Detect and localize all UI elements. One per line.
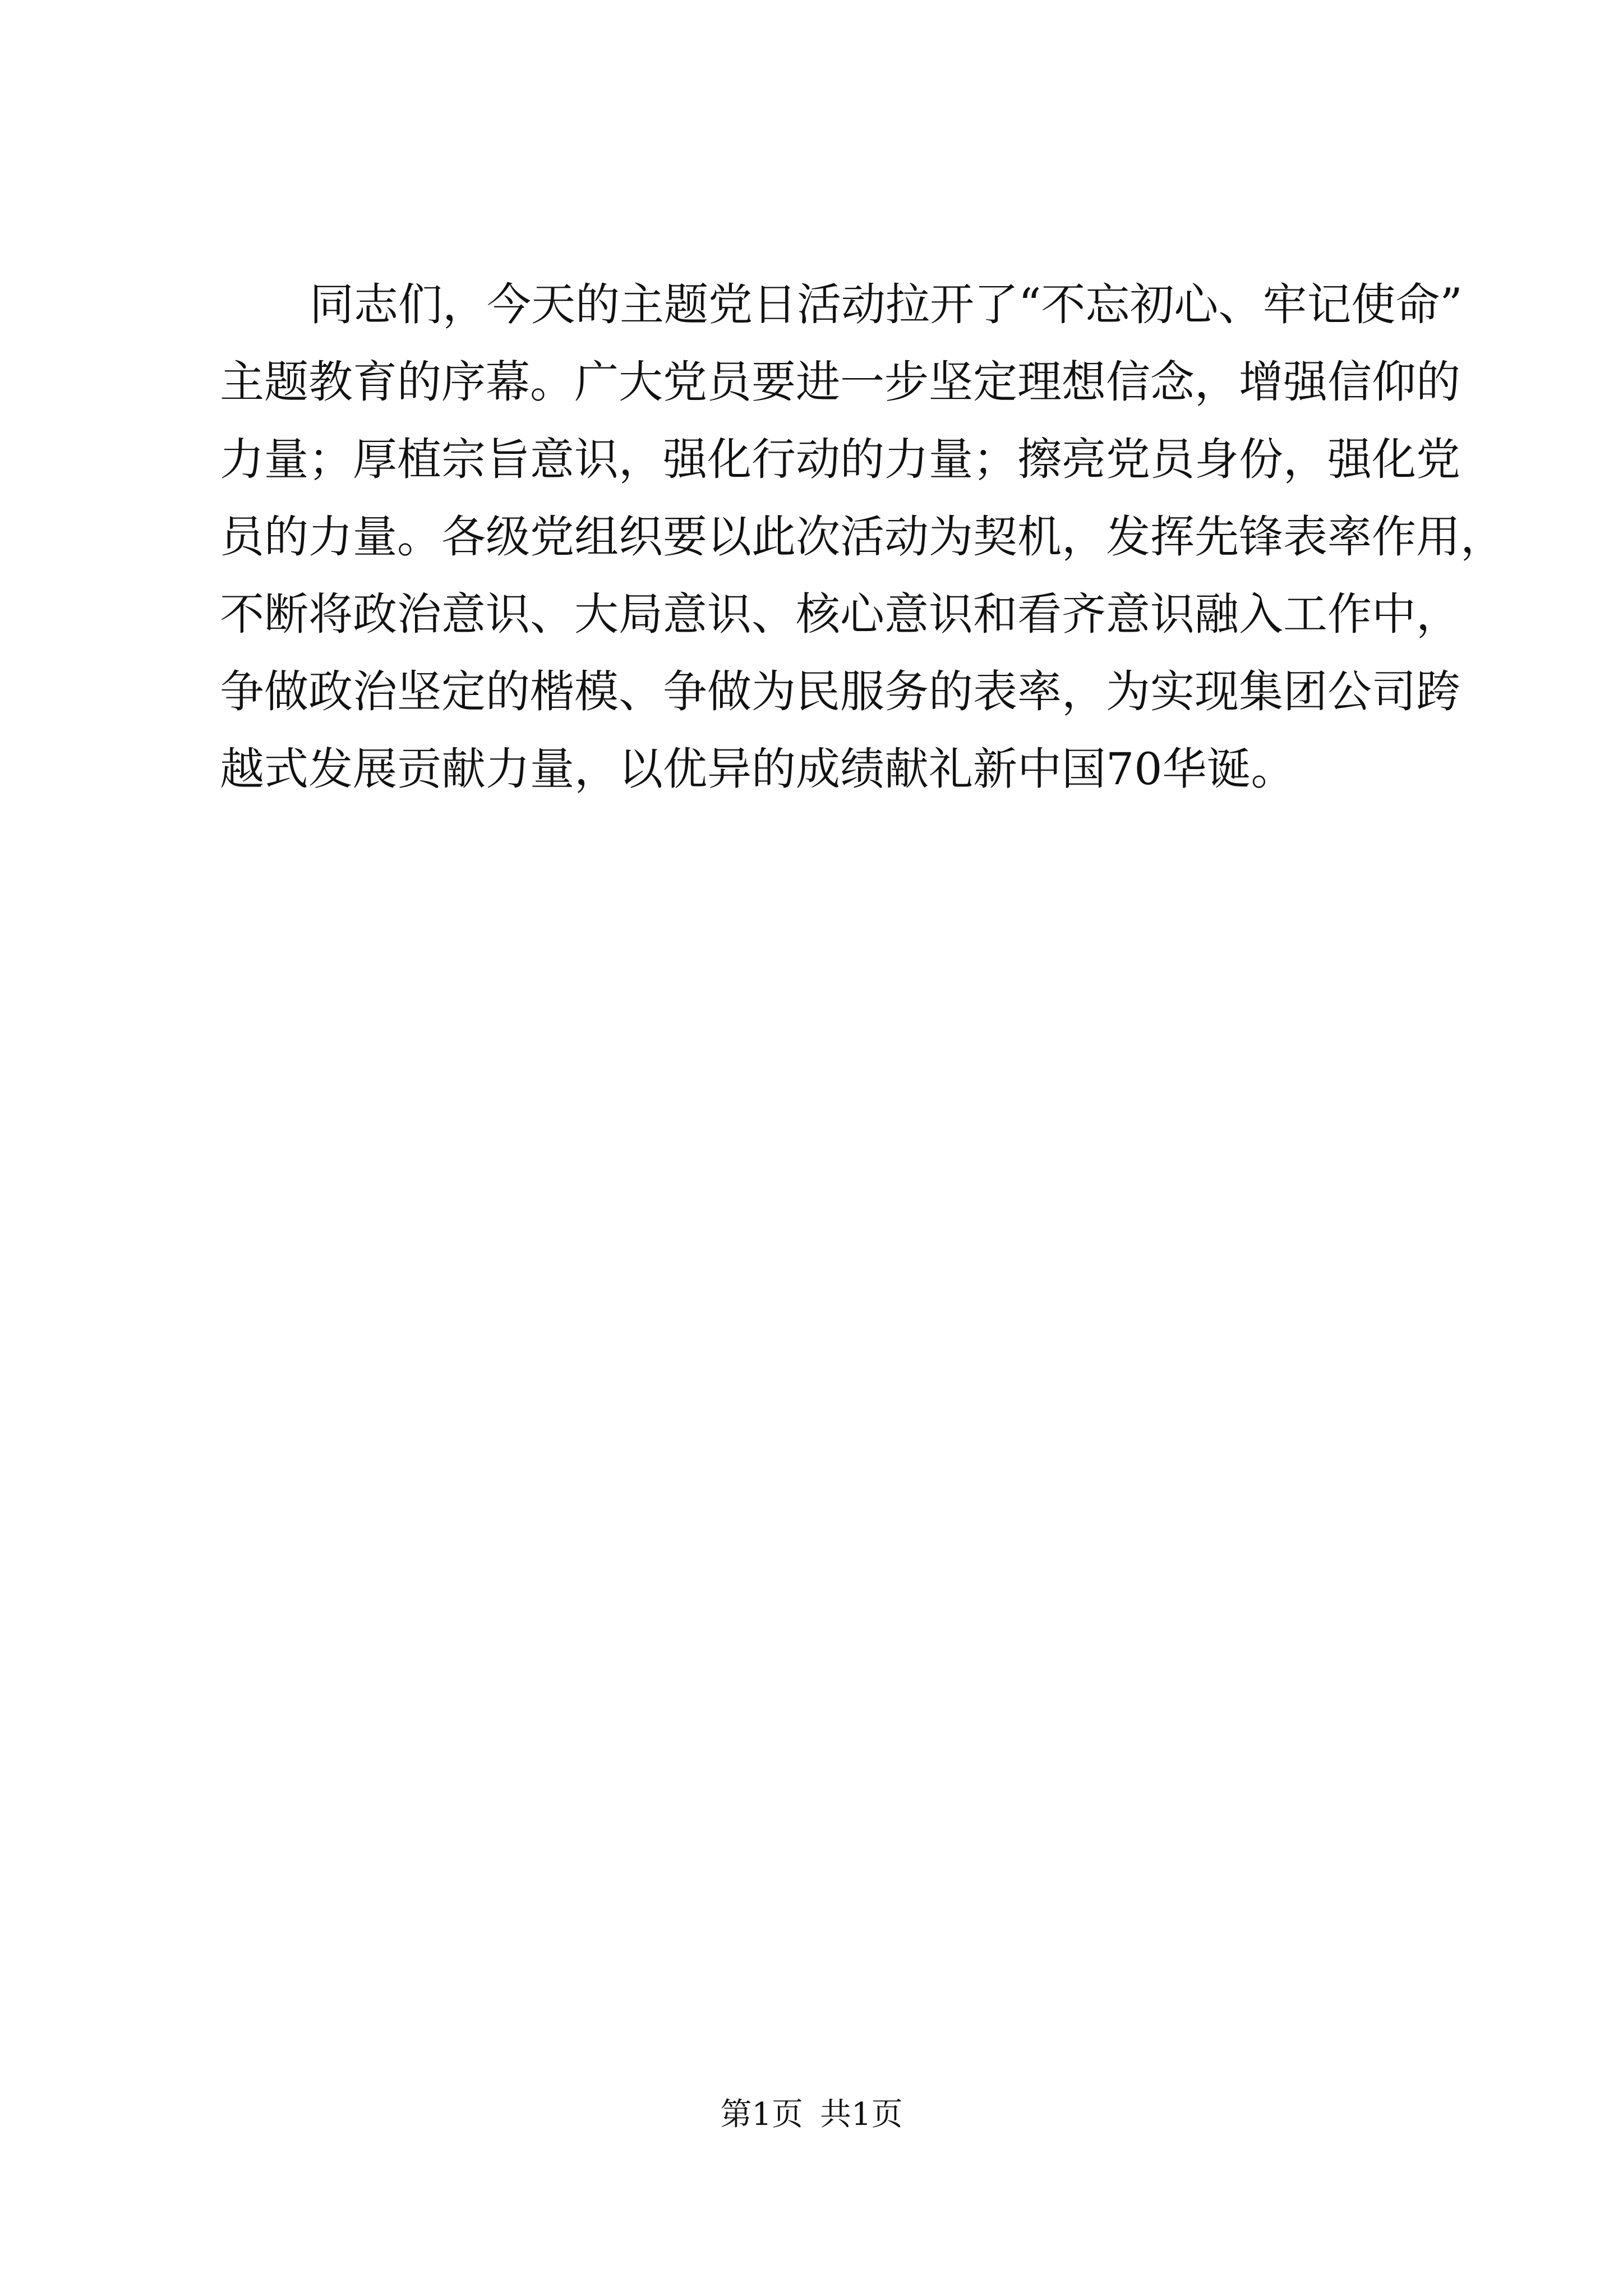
paragraph-line: 争做政治坚定的楷模、争做为民服务的表率，为实现集团公司跨 (220, 666, 1460, 717)
paragraph-line: 力量；厚植宗旨意识，强化行动的力量；擦亮党员身份，强化党 (220, 434, 1460, 485)
paragraph-line: 不断将政治意识、大局意识、核心意识和看齐意识融入工作中， (220, 588, 1460, 640)
page-number: 第1页 (720, 2096, 803, 2133)
paragraph-line: 同志们，今天的主题党日活动拉开了“不忘初心、牢记使命” (310, 279, 1463, 330)
paragraph-line: 员的力量。各级党组织要以此次活动为契机，发挥先锋表率作用， (220, 511, 1505, 563)
page-total: 共1页 (820, 2096, 903, 2133)
paragraph-line: 主题教育的序幕。广大党员要进一步坚定理想信念，增强信仰的 (220, 356, 1460, 408)
body-paragraph (220, 266, 1505, 808)
page-footer (0, 2095, 1623, 2134)
paragraph-line: 越式发展贡献力量，以优异的成绩献礼新中国70华诞。 (220, 743, 1295, 795)
